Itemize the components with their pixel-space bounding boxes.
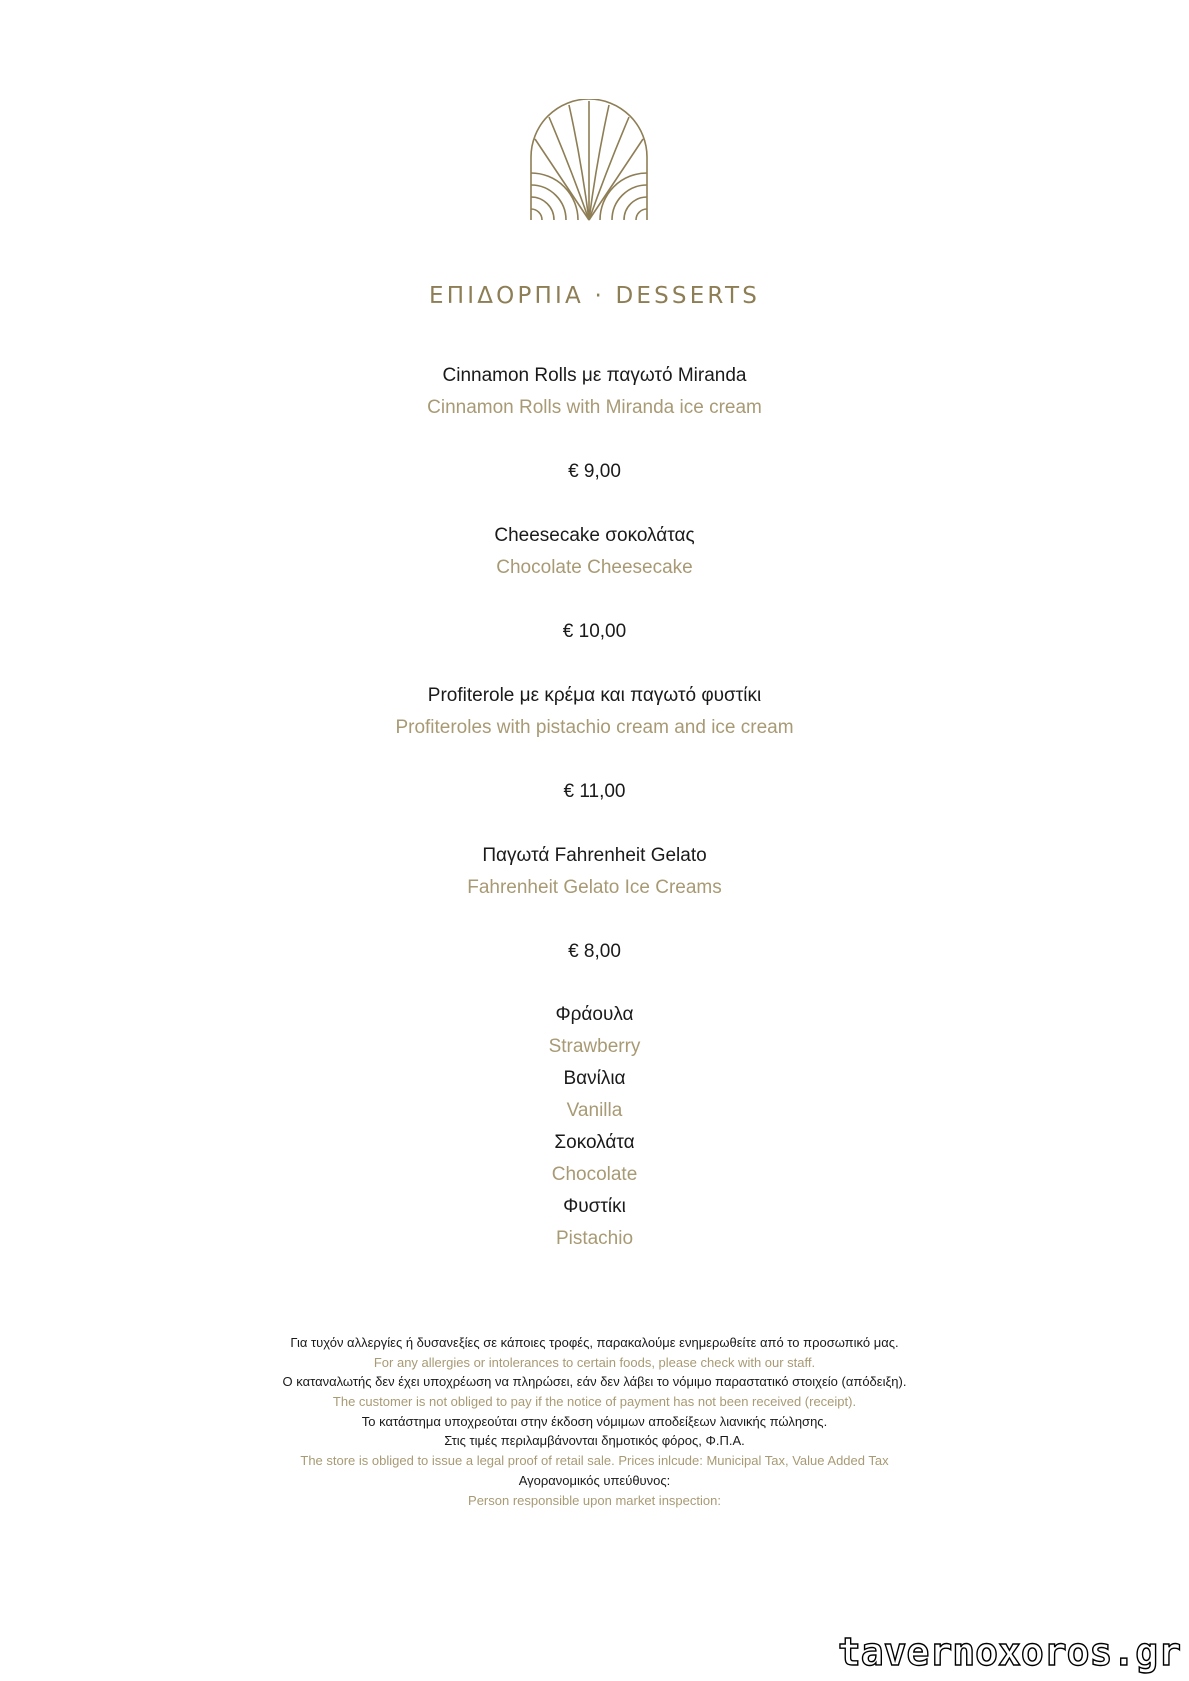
item-name-greek: Profiterole με κρέμα και παγωτό φυστίκι [427, 685, 762, 706]
footer-line: For any allergies or intolerances to certain foods, please check with our staff. [373, 1354, 816, 1370]
menu-item [0, 520, 1189, 648]
item-name-greek: Cheesecake σοκολάτας [494, 525, 695, 546]
footer-line: The customer is not obliged to pay if the notice of payment has not been received (receipt). [332, 1394, 857, 1410]
item-price: € 11,00 [563, 781, 626, 802]
item-price: € 9,00 [568, 461, 621, 482]
flavor-greek: Σοκολάτα [554, 1132, 635, 1153]
item-name-english: Cinnamon Rolls with Miranda ice cream [427, 397, 762, 418]
flavor-greek: Φράουλα [555, 1004, 634, 1025]
item-price: € 10,00 [562, 621, 627, 642]
menu-item [0, 360, 1189, 488]
menu-item [0, 840, 1189, 968]
item-name-greek: Cinnamon Rolls με παγωτό Miranda [442, 365, 747, 386]
flavor-greek: Βανίλια [563, 1068, 626, 1089]
footer-line: Για τυχόν αλλεργίες ή δυσανεξίες σε κάποιες τροφές, παρακαλούμε ενημερωθείτε από το προσωπικό μας. [290, 1335, 899, 1350]
footer-line: The store is obliged to issue a legal proof of retail sale. Prices inlcude: Municipal Tax, Value Added Tax [300, 1453, 889, 1469]
menu-heading: ΕΠΙΔΟΡΠΙΑ · DESSERTS [429, 283, 760, 309]
flavor-english: Strawberry [548, 1036, 641, 1057]
flavor-english: Pistachio [555, 1228, 634, 1249]
item-name-english: Profiteroles with pistachio cream and ice cream [395, 717, 794, 738]
menu-item [0, 680, 1189, 808]
footer-line: Person responsible upon market inspection: [468, 1492, 721, 1508]
footer-line: Το κατάστημα υποχρεούται στην έκδοση νόμιμων αποδείξεων λιανικής πώλησης. [361, 1413, 828, 1429]
flavor-english: Chocolate [551, 1164, 638, 1185]
item-name-english: Fahrenheit Gelato Ice Creams [467, 877, 722, 898]
footer-line: Στις τιμές περιλαμβάνονται δημοτικός φόρος, Φ.Π.Α. [444, 1433, 745, 1449]
item-price: € 8,00 [568, 941, 621, 962]
item-name-greek: Παγωτά Fahrenheit Gelato [482, 845, 707, 866]
flavor-greek: Φυστίκι [563, 1196, 626, 1217]
footer-notices [0, 1333, 1189, 1510]
flavor-list [0, 999, 1189, 1255]
footer-line: Αγορανομικός υπεύθυνος: [518, 1472, 671, 1488]
footer-line: Ο καταναλωτής δεν έχει υποχρέωση να πληρώσει, εάν δεν λάβει το νόμιμο παραστατικό στοιχείο (απόδειξη). [282, 1374, 907, 1390]
flavor-english: Vanilla [566, 1100, 623, 1121]
item-name-english: Chocolate Cheesecake [496, 557, 693, 578]
site-watermark: tavernoxoros.gr [837, 1630, 1181, 1674]
arched-fan-logo-icon [529, 99, 649, 221]
